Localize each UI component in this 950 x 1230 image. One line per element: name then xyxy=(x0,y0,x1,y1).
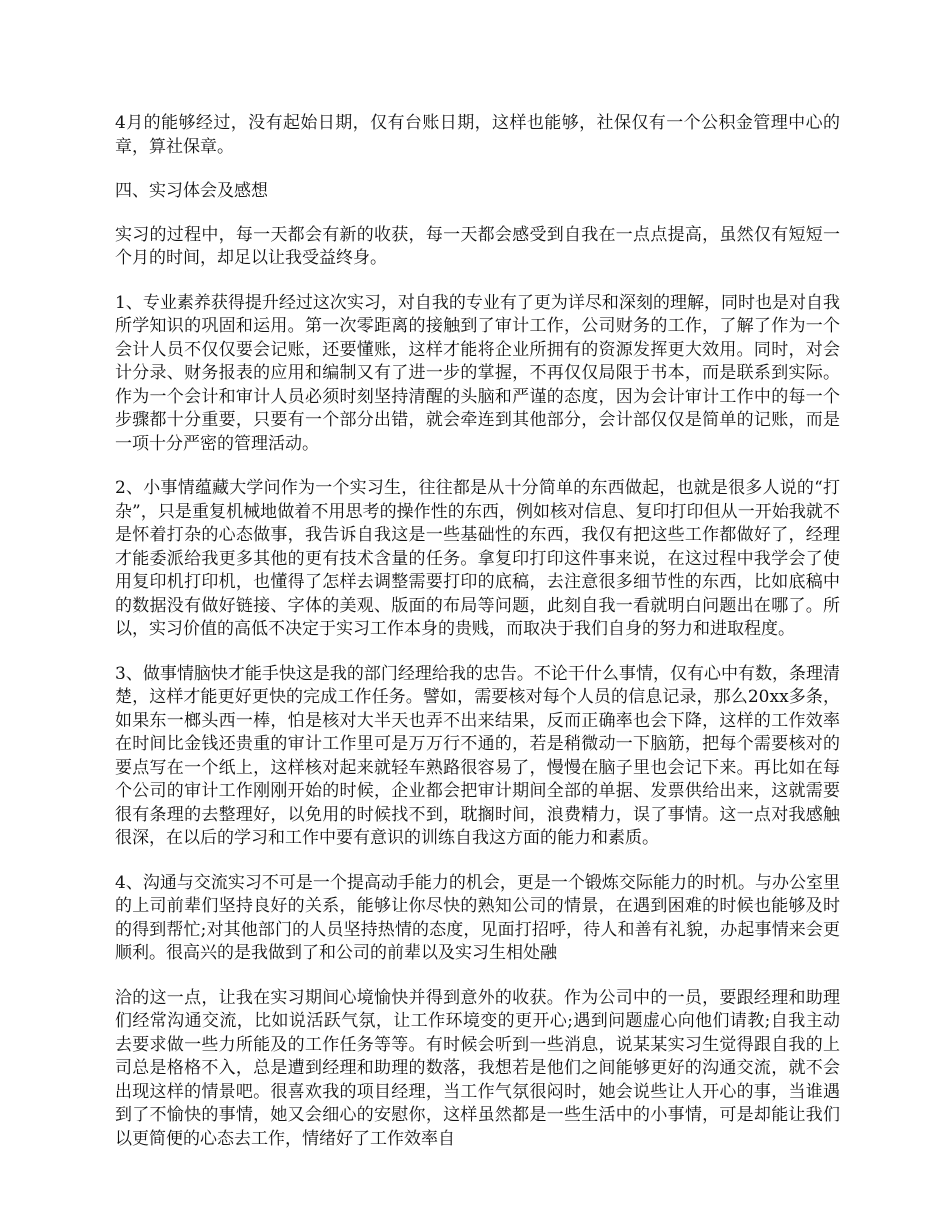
paragraph-point-3-think-fast: 3、做事情脑快才能手快这是我的部门经理给我的忠告。不论干什么事情，仅有心中有数，条理清楚，这样才能更好更快的完成工作任务。譬如，需要核对每个人员的信息记录，那么20xx多条，如果东一榔头西一棒，怕是核对大半天也弄不出来结果，反而正确率也会下降，这样的工作效率在时间比金钱还贵重的审计工作里可是万万行不通的，若是稍微动一下脑筋，把每个需要核对的要点写在一个纸上，这样核对起来就轻车熟路很容易了，慢慢在脑子里也会记下来。再比如在每个公司的审计工作刚刚开始的时候，企业都会把审计期间全部的单据、发票供给出来，这就需要很有条理的去整理好，以免用的时候找不到，耽搁时间，浪费精力，误了事情。这一点对我感触很深，在以后的学习和工作中要有意识的训练自我这方面的能力和素质。 xyxy=(115,663,840,848)
document-page xyxy=(115,112,840,1172)
paragraph-point-2-small-things: 2、小事情蕴藏大学问作为一个实习生，往往都是从十分简单的东西做起，也就是很多人说的“打杂”，只是重复机械地做着不用思考的操作性的东西，例如核对信息、复印打印但从一开始我就不是怀着打杂的心态做事，我告诉自我这是一些基础性的东西，我仅有把这些工作都做好了，经理才能委派给我更多其他的更有技术含量的任务。拿复印打印这件事来说，在这过程中我学会了使用复印机打印机，也懂得了怎样去调整需要打印的底稿，去注意很多细节性的东西，比如底稿中的数据没有做好链接、字体的美观、版面的布局等问题，此刻自我一看就明白问题出在哪了。所以，实习价值的高低不决定于实习工作本身的贵贱，而取决于我们自身的努力和进取程度。 xyxy=(115,478,840,639)
section-heading-internship-reflections: 四、实习体会及感想 xyxy=(115,181,268,201)
paragraph-intro: 实习的过程中，每一天都会有新的收获，每一天都会感受到自我在一点点提高，虽然仅有短短一个月的时间，却足以让我受益终身。 xyxy=(115,224,840,268)
paragraph-point-4-communication: 4、沟通与交流实习不可是一个提高动手能力的机会，更是一个锻炼交际能力的时机。与办公室里的上司前辈们坚持良好的关系，能够让你尽快的熟知公司的情景，在遇到困难的时候也能够及时的得到帮忙;对其他部门的人员坚持热情的态度，见面打招呼，待人和善有礼貌，办起事情来会更顺利。很高兴的是我做到了和公司的前辈以及实习生相处融 xyxy=(115,872,840,963)
paragraph-point-4-continued: 洽的这一点，让我在实习期间心境愉快并得到意外的收获。作为公司中的一员，要跟经理和助理们经常沟通交流，比如说活跃气氛，让工作环境变的更开心;遇到问题虚心向他们请教;自我主动去要求做一些力所能及的工作任务等等。有时候会听到一些消息，说某某实习生觉得跟自我的上司总是格格不入，总是遭到经理和助理的数落，我想若是他们之间能够更好的沟通交流，就不会出现这样的情景吧。很喜欢我的项目经理，当工作气氛很闷时，她会说些让人开心的事，当谁遇到了不愉快的事情，她又会细心的安慰你，这样虽然都是一些生活中的小事情，可是却能让我们以更简便的心态去工作，情绪好了工作效率自 xyxy=(115,987,840,1149)
paragraph-point-1-professional-skills: 1、专业素养获得提升经过这次实习，对自我的专业有了更为详尽和深刻的理解，同时也是对自我所学知识的巩固和运用。第一次零距离的接触到了审计工作，公司财务的工作，了解了作为一个会计人员不仅仅要会记账，还要懂账，这样才能将企业所拥有的资源发挥更大效用。同时，对会计分录、财务报表的应用和编制又有了进一步的掌握，不再仅仅局限于书本，而是联系到实际。作为一个会计和审计人员必须时刻坚持清醒的头脑和严谨的态度，因为会计审计工作中的每一个步骤都十分重要，只要有一个部分出错，就会牵连到其他部分，会计部仅仅是简单的记账，而是一项十分严密的管理活动。 xyxy=(115,292,840,454)
paragraph-social-security-note: 4月的能够经过，没有起始日期，仅有台账日期，这样也能够，社保仅有一个公积金管理中心的章，算社保章。 xyxy=(115,113,840,157)
